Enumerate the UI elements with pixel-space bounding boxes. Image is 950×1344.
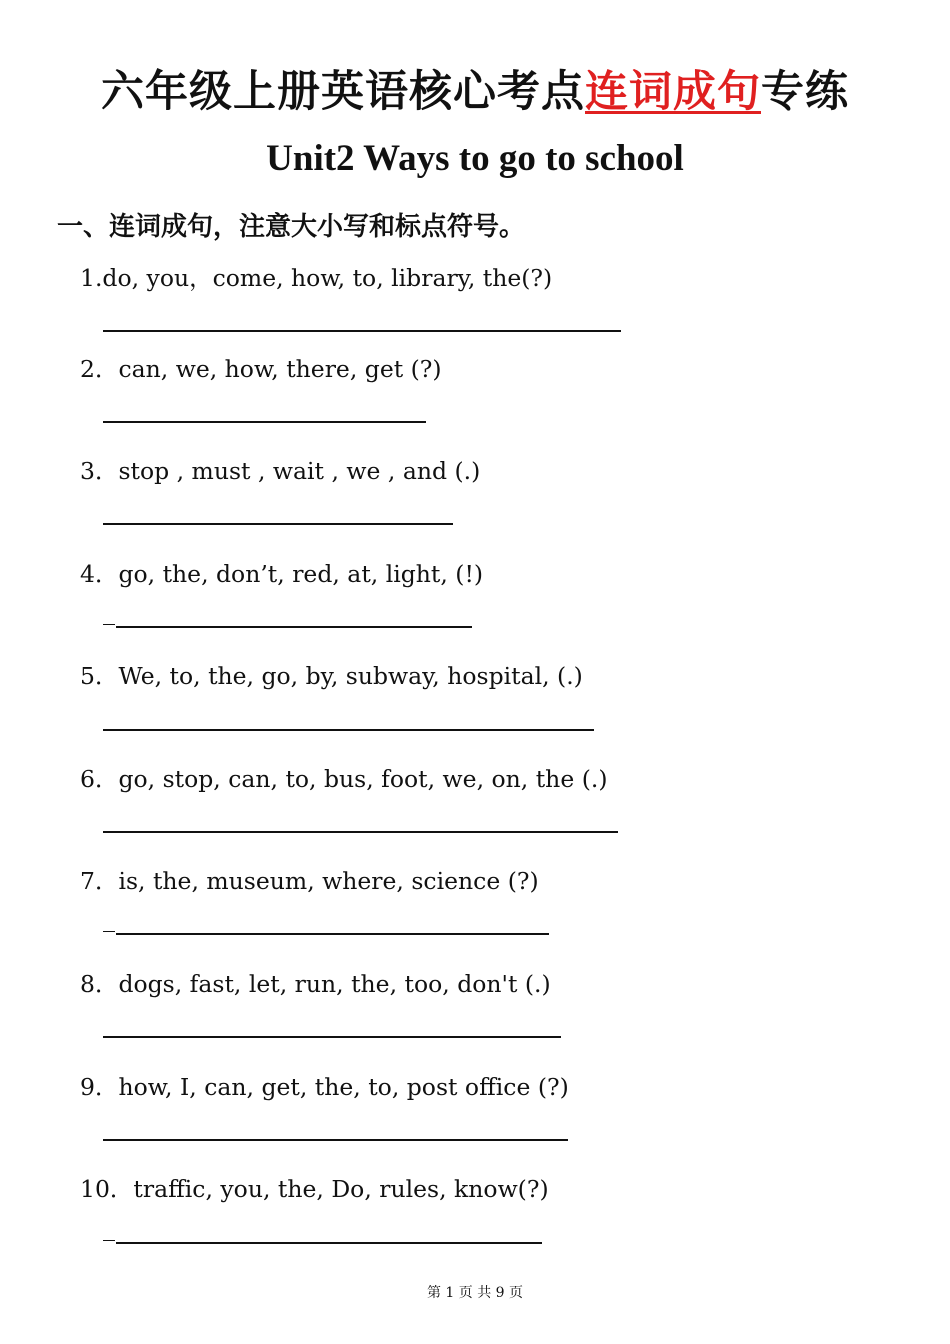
- question-3: 3．stop , must , wait , we , and (.): [80, 457, 481, 485]
- question-6: 6．go, stop, can, to, bus, foot, we, on, the (.): [80, 765, 608, 793]
- question-8: 8．dogs, fast, let, run, the, too, don't (.): [80, 970, 551, 998]
- page-footer: 第 1 页 共 9 页: [426, 1285, 524, 1301]
- answer-line-2[interactable]: [103, 421, 426, 423]
- question-2: 2．can, we, how, there, get (?): [80, 355, 442, 383]
- question-7: 7．is, the, museum, where, science (?): [80, 867, 539, 895]
- title-highlight: 连词成句: [585, 67, 761, 117]
- answer-line-8[interactable]: [103, 1036, 561, 1038]
- unit-subtitle: Unit2 Ways to go to school: [266, 138, 684, 179]
- answer-dash-4: [103, 624, 115, 625]
- question-1: 1.do, you，come, how, to, library, the(?): [80, 264, 553, 292]
- answer-line-10[interactable]: [116, 1242, 542, 1244]
- answer-line-3[interactable]: [103, 523, 453, 525]
- answer-line-4[interactable]: [116, 626, 472, 628]
- answer-line-6[interactable]: [103, 831, 618, 833]
- worksheet-title: [0, 58, 950, 119]
- title-prefix: 六年级上册英语核心考点: [101, 67, 585, 117]
- answer-line-1[interactable]: [103, 330, 621, 332]
- answer-line-9[interactable]: [103, 1139, 568, 1141]
- answer-dash-10: [103, 1240, 115, 1241]
- question-10: 10．traffic, you, the, Do, rules, know(?): [80, 1175, 549, 1203]
- question-5: 5．We, to, the, go, by, subway, hospital, (.): [80, 662, 583, 690]
- answer-line-7[interactable]: [116, 933, 549, 935]
- answer-line-5[interactable]: [103, 729, 594, 731]
- title-suffix: 专练: [761, 67, 849, 117]
- question-4: 4．go, the, don’t, red, at, light, (!): [80, 560, 484, 588]
- section-heading: 一、连词成句，注意大小写和标点符号。: [57, 212, 526, 242]
- question-9: 9．how, I, can, get, the, to, post office (?): [80, 1073, 569, 1101]
- answer-dash-7: [103, 931, 115, 932]
